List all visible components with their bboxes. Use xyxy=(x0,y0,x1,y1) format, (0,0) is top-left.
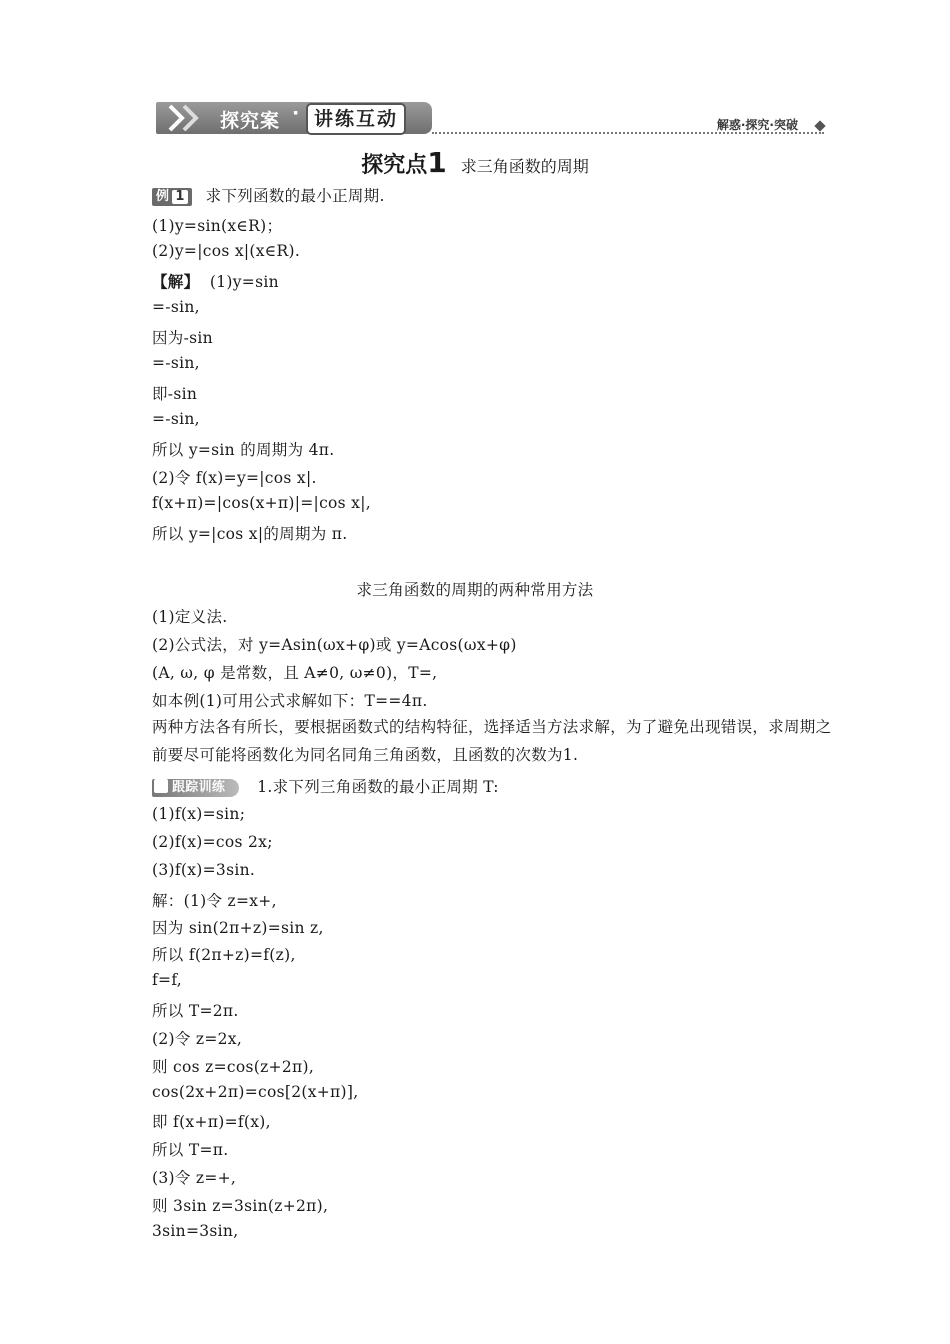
practice-line: (3)f(x)=3sin. xyxy=(152,861,256,879)
solution-line: 所以 y=sin 的周期为 4π. xyxy=(152,441,335,459)
example-question-line xyxy=(152,184,385,206)
practice-line: 3sin=3sin, xyxy=(152,1222,239,1240)
practice-line: 即 f(x+π)=f(x), xyxy=(152,1113,271,1131)
example-item: (1)y=sin(x∈R)； xyxy=(152,217,283,235)
method-line: 如本例(1)可用公式求解如下：T==4π. xyxy=(152,692,428,710)
practice-line: 解：(1)令 z=x+, xyxy=(152,892,277,910)
solution-line xyxy=(152,270,279,292)
solution-line: =-sin, xyxy=(152,298,200,316)
solution-line: =-sin, xyxy=(152,354,200,372)
solution-label: 【解】 xyxy=(152,272,200,291)
practice-line: 因为 sin(2π+z)=sin z, xyxy=(152,919,324,937)
practice-question: 1.求下列三角函数的最小正周期 T: xyxy=(257,778,499,796)
banner-separator: · xyxy=(292,102,300,124)
method-line: (2)公式法，对 y=Asin(ωx+φ)或 y=Acos(ωx+φ) xyxy=(152,636,517,654)
section-banner xyxy=(156,102,828,138)
solution-line: =-sin, xyxy=(152,410,200,428)
practice-line: f=f, xyxy=(152,971,183,989)
solution-line: 即-sin xyxy=(152,385,198,403)
practice-question-line xyxy=(152,775,499,797)
example-question: 求下列函数的最小正周期. xyxy=(205,187,385,205)
solution-line: (2)令 f(x)=y=|cos x|. xyxy=(152,469,317,487)
practice-line: (3)令 z=+, xyxy=(152,1169,237,1187)
practice-line: 所以 T=2π. xyxy=(152,1002,239,1020)
method-title: 求三角函数的周期的两种常用方法 xyxy=(356,581,594,599)
section-title: 求三角函数的周期 xyxy=(460,157,589,176)
method-line: (A, ω, φ 是常数，且 A≠0, ω≠0)，T=, xyxy=(152,664,438,682)
practice-line: (1)f(x)=sin; xyxy=(152,805,246,823)
banner-subtitle: 讲练互动 xyxy=(306,103,406,135)
practice-line: 所以 f(2π+z)=f(z), xyxy=(152,946,296,964)
practice-line: cos(2x+2π)=cos[2(x+π)], xyxy=(152,1083,359,1101)
section-label: 探究点 xyxy=(361,153,428,178)
section-number: 1 xyxy=(427,146,447,179)
practice-line: 则 3sin z=3sin(z+2π), xyxy=(152,1197,329,1215)
practice-line: 所以 T=π. xyxy=(152,1141,229,1159)
practice-line: (2)令 z=2x, xyxy=(152,1030,243,1048)
practice-line: (2)f(x)=cos 2x; xyxy=(152,833,273,851)
example-tag: 例 1 xyxy=(152,188,192,206)
section-heading xyxy=(0,146,950,179)
solution-text: (1)y=sin xyxy=(209,273,279,291)
banner-right-text: 解惑·探究·突破 xyxy=(716,118,798,132)
solution-line: f(x+π)=|cos(x+π)|=|cos x|, xyxy=(152,494,371,512)
method-paragraph: 两种方法各有所长，要根据函数式的结构特征，选择适当方法求解，为了避免出现错误，求周期之前要尽可能将函数化为同名同角三角函数，且函数的次数为1. xyxy=(152,718,832,764)
example-item: (2)y=|cos x|(x∈R). xyxy=(152,242,301,260)
solution-line: 因为-sin xyxy=(152,329,213,347)
notebook-icon xyxy=(154,779,168,793)
banner-title: 探究案 xyxy=(220,110,281,132)
practice-line: 则 cos z=cos(z+2π), xyxy=(152,1058,315,1076)
method-line: (1)定义法. xyxy=(152,608,228,626)
diamond-icon xyxy=(814,120,825,131)
solution-line: 所以 y=|cos x|的周期为 π. xyxy=(152,525,348,543)
practice-tag: 跟踪训练 xyxy=(152,779,239,797)
double-chevron-icon xyxy=(166,104,212,132)
